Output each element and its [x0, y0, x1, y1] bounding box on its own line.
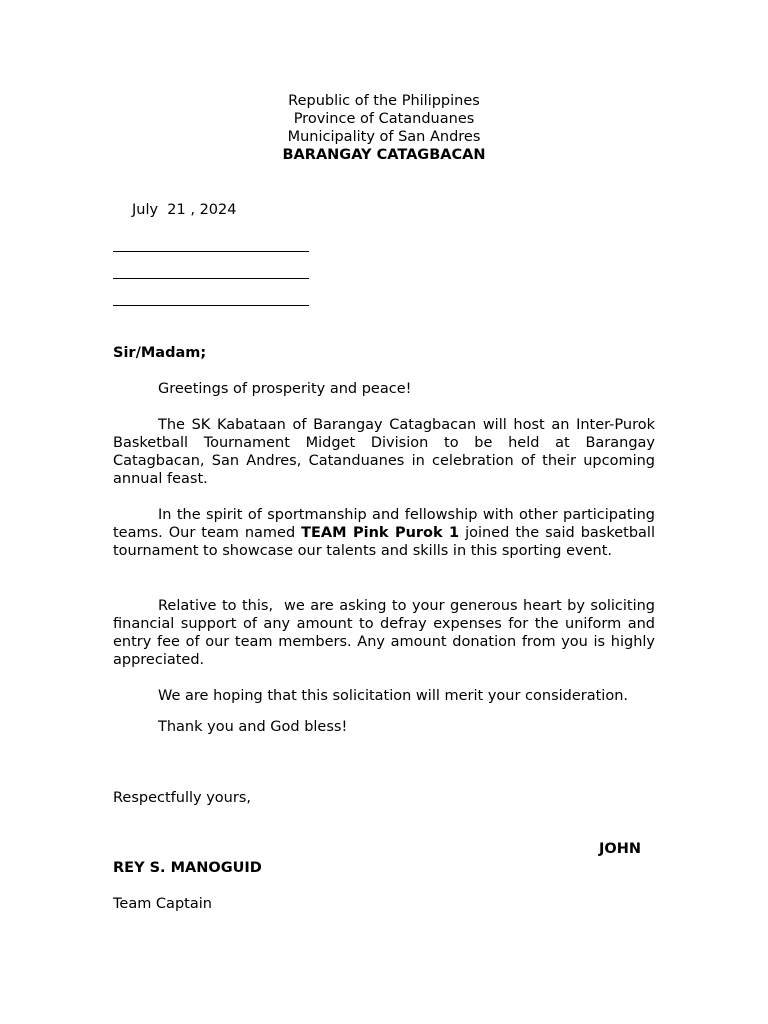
- consideration-paragraph: We are hoping that this solicitation will merit your consideration.: [158, 688, 629, 704]
- header-country: Republic of the Philippines: [288, 93, 480, 109]
- greeting-paragraph: Greetings of prosperity and peace!: [158, 381, 412, 397]
- event-paragraph: The SK Kabataan of Barangay Catagbacan will host an Inter-Purok Basketball Tournament Midget Division to be held at Barangay Catagbacan, San Andres, Catanduanes in celebration of their upcoming annual feast.: [113, 417, 655, 487]
- request-paragraph: Relative to this, we are asking to your generous heart by soliciting financial support of any amount to defray expenses for the uniform and entry fee of our team members. Any amount donation from you is highly appreciated.: [113, 598, 660, 668]
- team-paragraph-end: joined the said basketball tournament to showcase our talents and skills in this sporting event.: [113, 525, 655, 559]
- team-paragraph: [113, 506, 655, 560]
- letterhead: [0, 92, 768, 164]
- recipient-line-2: [113, 262, 309, 279]
- thanks-paragraph: Thank you and God bless!: [158, 719, 348, 735]
- closing: Respectfully yours,: [113, 790, 251, 806]
- team-name: TEAM Pink Purok 1: [301, 525, 460, 541]
- letter-date: July 21 , 2024: [132, 202, 237, 218]
- salutation: Sir/Madam;: [113, 345, 207, 361]
- team-paragraph-start: In the spirit of sportmanship and fellowship with other participating teams. Our team named: [113, 507, 655, 541]
- signatory-name: REY S. MANOGUID: [113, 860, 262, 876]
- signatory-title: Team Captain: [113, 896, 212, 912]
- header-province: Province of Catanduanes: [293, 111, 475, 127]
- header-municipality: Municipality of San Andres: [287, 129, 481, 145]
- signatory-first-name: JOHN: [599, 841, 641, 857]
- header-barangay: BARANGAY CATAGBACAN: [282, 147, 486, 163]
- recipient-line-3: [113, 289, 309, 306]
- recipient-line-1: [113, 235, 309, 252]
